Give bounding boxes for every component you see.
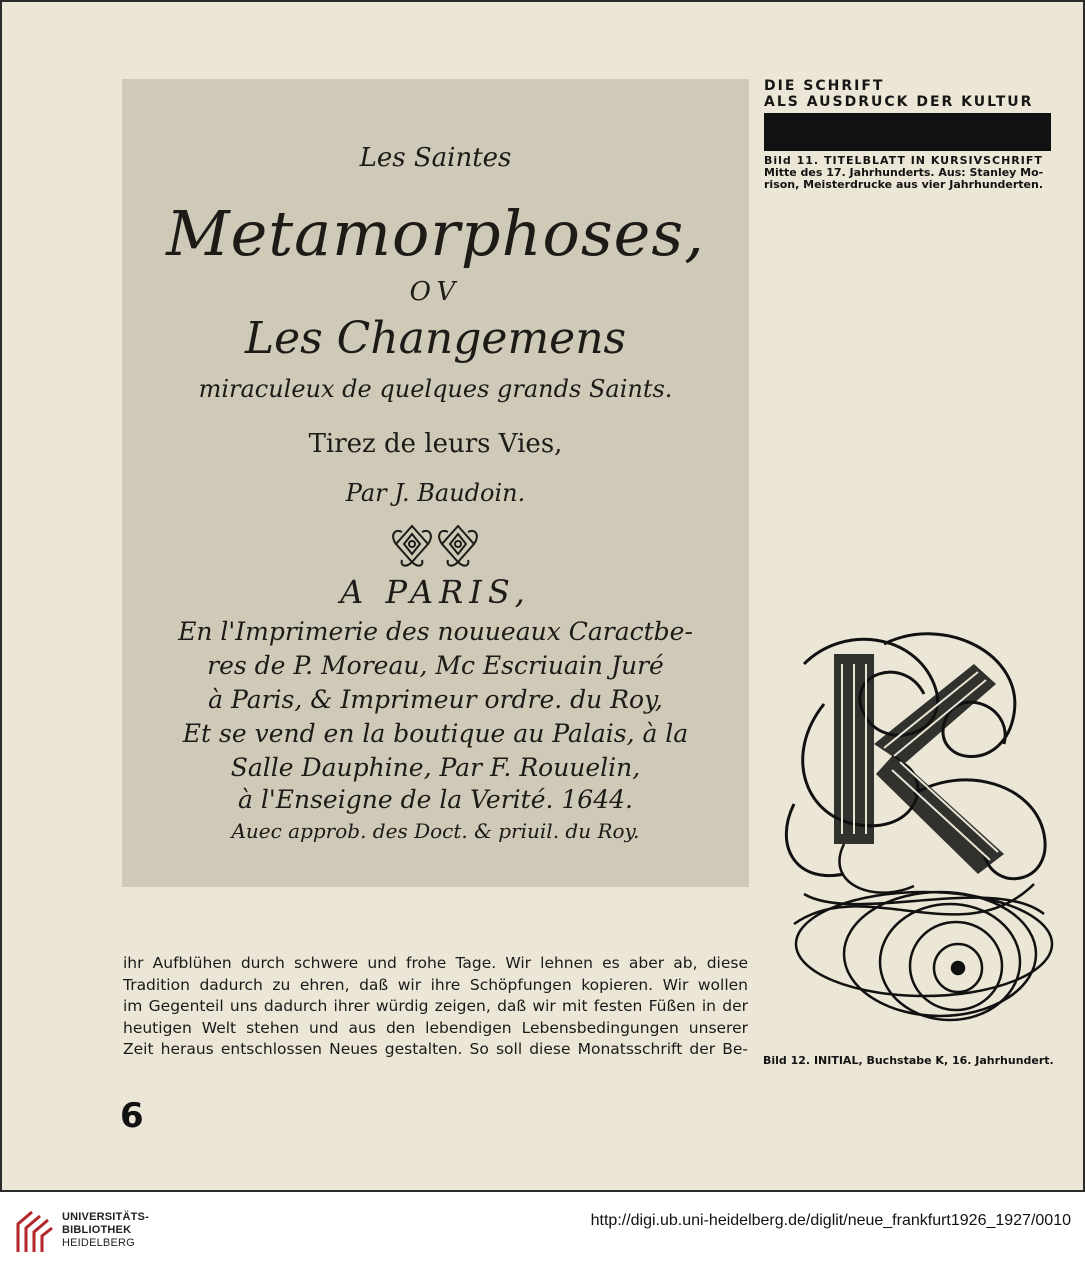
plate-line-boutique: Et se vend en la boutique au Palais, à la (182, 719, 689, 748)
permalink-url[interactable]: http://digi.ub.uni-heidelberg.de/diglit/neue_frankfurt1926_1927/0010 (590, 1212, 1071, 1229)
caption-bild-12: Bild 12. INITIAL, Buchstabe K, 16. Jahrhundert. (763, 1054, 1054, 1067)
series-heading (764, 78, 1052, 110)
plate-line-imprimeur: à Paris, & Imprimeur ordre. du Roy, (208, 685, 663, 714)
title-page-plate (122, 79, 749, 887)
series-heading-line2: ALS AUSDRUCK DER KULTUR (764, 94, 1034, 110)
plate-line-tirez: Tirez de leurs Vies, (308, 429, 563, 459)
plate-line-metamorphoses: Metamorphoses, (166, 197, 705, 270)
plate-line-dauphine: Salle Dauphine, Par F. Rouuelin, (230, 753, 641, 782)
body-line: heutigen Welt stehen und aus den lebendigen Lebensbedingungen unserer (123, 1018, 748, 1037)
plate-line-changemens: Les Changemens (244, 313, 627, 364)
plate-line-approb: Auec approb. des Doct. & priuil. du Roy. (231, 819, 640, 843)
caption-bild-11 (764, 155, 1054, 191)
series-heading-line1: DIE SCHRIFT (764, 78, 885, 94)
body-line: Zeit heraus entschlossen Neues gestalten. So soll diese Monatsschrift der Be- (123, 1040, 748, 1058)
plate-line-saintes: Les Saintes (359, 143, 512, 173)
plate-line-verite: à l'Enseigne de la Verité. 1644. (238, 785, 633, 814)
body-line: Tradition dadurch zu ehren, daß wir ihre Schöpfungen kopieren. Wir wollen (123, 975, 748, 994)
body-line: ihr Aufblühen durch schwere und frohe Tage. Wir lehnen es aber ab, diese (123, 954, 748, 972)
page-number: 6 (120, 1096, 144, 1136)
plate-line-baudoin: Par J. Baudoin. (345, 479, 526, 507)
library-logo-icon (12, 1206, 56, 1256)
plate-line-ov: OV (409, 277, 462, 307)
library-name-line2: BIBLIOTHEK (62, 1224, 132, 1236)
digitization-footer (0, 1192, 1085, 1271)
caption-bild-11-line2: Mitte des 17. Jahrhunderts. Aus: Stanley Mo- (764, 166, 1044, 179)
library-name (62, 1211, 149, 1250)
body-line: im Gegenteil uns dadurch ihrer würdig zeigen, daß wir mit festen Füßen in der (123, 997, 748, 1015)
library-name-line1: UNIVERSITÄTS- (62, 1211, 149, 1223)
fleuron-ornament-icon (390, 522, 482, 568)
caption-bild-11-lead: Bild 11. TITELBLATT IN KURSIVSCHRIFT (764, 154, 1043, 167)
library-name-line3: HEIDELBERG (62, 1237, 135, 1249)
plate-line-moreau: res de P. Moreau, Mc Escriuain Juré (207, 651, 664, 680)
plate-line-miraculeux: miraculeux de quelques grands Saints. (198, 375, 673, 403)
caption-bild-11-line3: rison, Meisterdrucke aus vier Jahrhunderten. (764, 178, 1044, 191)
plate-line-imprimerie: En l'Imprimerie des nouueaux Caractbe- (178, 617, 693, 646)
body-paragraph (123, 953, 748, 1061)
black-bar (764, 113, 1051, 151)
plate-line-paris: A PARIS, (340, 573, 531, 611)
calligraphic-initial-k-image (764, 624, 1056, 1034)
scanned-page (2, 2, 1083, 1190)
